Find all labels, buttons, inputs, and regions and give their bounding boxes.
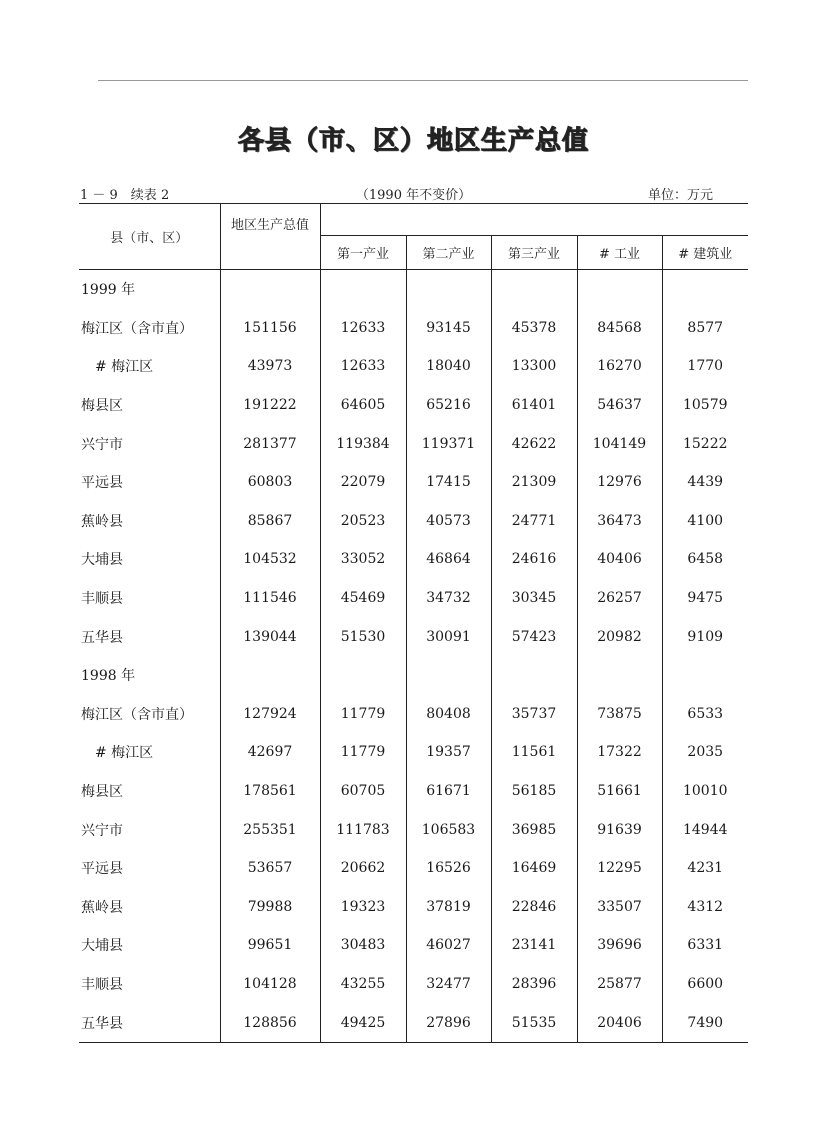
cell-p3: 57423 [491,617,577,656]
table-body [79,270,748,1043]
cell-p2: 19357 [406,733,491,772]
header-gdp: 地区生产总值 [220,204,320,270]
cell-p2: 40573 [406,502,491,541]
cell-con: 7490 [662,1003,748,1042]
cell-gdp: 53657 [220,849,320,888]
cell-gdp: 43973 [220,347,320,386]
cell-p2: 106583 [406,810,491,849]
region-name: 梅江区（含市直） [79,695,220,734]
cell-p3: 11561 [491,733,577,772]
cell-gdp: 128856 [220,1003,320,1042]
table-number: 1 － 9 续表 2 [80,188,170,203]
cell-p3: 36985 [491,810,577,849]
cell-p2: 34732 [406,579,491,618]
table-row [79,502,748,541]
region-name: 丰顺县 [79,965,220,1004]
cell-con: 4439 [687,474,724,491]
cell-p2: 65216 [406,386,491,425]
header-industry: # 工业 [577,236,662,270]
region-name: 平远县 [79,463,220,502]
empty-cell [320,270,406,309]
cell-gdp: 85867 [220,502,320,541]
header-region: 县（市、区） [79,204,220,270]
cell-p1: 11779 [320,733,406,772]
cell-ind: 91639 [577,810,662,849]
region-name: 蕉岭县 [79,502,220,541]
empty-cell [491,270,577,309]
cell-p1: 111783 [320,810,406,849]
cell-con: 2035 [687,744,724,761]
cell-p3: 51535 [491,1003,577,1042]
header-primary: 第一产业 [320,236,406,270]
region-name: 丰顺县 [79,579,220,618]
cell-con: 14944 [682,821,728,838]
cell-p2: 27896 [406,1003,491,1042]
cell-p3: 24771 [491,502,577,541]
cell-con: 6600 [687,975,724,992]
header-rule [98,80,748,81]
cell-p3: 56185 [491,772,577,811]
cell-ind: 36473 [577,502,662,541]
cell-ind: 25877 [577,965,662,1004]
cell-p2: 119371 [406,424,491,463]
region-name: # 梅江区 [79,733,220,772]
table-row [79,695,748,734]
cell-ind: 12295 [577,849,662,888]
cell-p1: 51530 [320,617,406,656]
cell-p3: 13300 [491,347,577,386]
cell-p1: 64605 [320,386,406,425]
empty-cell [662,656,748,695]
cell-gdp: 191222 [220,386,320,425]
cell-p1: 22079 [320,463,406,502]
region-name: 平远县 [79,849,220,888]
cell-gdp: 151156 [220,309,320,348]
cell-p2: 30091 [406,617,491,656]
region-name: 兴宁市 [79,810,220,849]
cell-p3: 30345 [491,579,577,618]
cell-ind: 40406 [577,540,662,579]
cell-con: 10010 [682,783,728,800]
cell-p1: 19323 [320,888,406,927]
region-name: 大埔县 [79,926,220,965]
table-row [79,309,748,348]
table-row [79,424,748,463]
cell-ind: 20406 [577,1003,662,1042]
cell-ind: 17322 [577,733,662,772]
cell-gdp: 104128 [220,965,320,1004]
cell-p2: 17415 [406,463,491,502]
cell-ind: 26257 [577,579,662,618]
cell-gdp: 99651 [220,926,320,965]
cell-p3: 16469 [491,849,577,888]
cell-p3: 23141 [491,926,577,965]
cell-p2: 32477 [406,965,491,1004]
empty-cell [577,656,662,695]
cell-p1: 119384 [320,424,406,463]
cell-p2: 93145 [406,309,491,348]
cell-gdp: 281377 [220,424,320,463]
cell-p1: 30483 [320,926,406,965]
cell-p3: 21309 [491,463,577,502]
cell-gdp: 60803 [220,463,320,502]
table-row [79,849,748,888]
cell-p2: 16526 [406,849,491,888]
table-row [79,888,748,927]
cell-p1: 45469 [320,579,406,618]
table-row [79,463,748,502]
empty-cell [220,656,320,695]
cell-gdp: 255351 [220,810,320,849]
empty-cell [220,270,320,309]
cell-ind: 39696 [577,926,662,965]
price-basis: （1990 年不变价） [355,188,472,203]
cell-con: 8577 [687,319,724,336]
cell-ind: 73875 [577,695,662,734]
cell-con: 9109 [687,628,724,645]
cell-con: 15222 [682,435,728,452]
cell-p3: 24616 [491,540,577,579]
cell-ind: 12976 [577,463,662,502]
year-row [79,270,748,309]
cell-p3: 22846 [491,888,577,927]
header-tertiary: 第三产业 [491,236,577,270]
table-row [79,617,748,656]
cell-p1: 49425 [320,1003,406,1042]
cell-con: 4100 [687,512,724,529]
cell-con: 4312 [687,898,724,915]
table-row [79,772,748,811]
cell-p1: 20662 [320,849,406,888]
cell-p2: 46864 [406,540,491,579]
table-row [79,540,748,579]
cell-p3: 28396 [491,965,577,1004]
unit-label: 单位：万元 [648,188,714,203]
cell-ind: 20982 [577,617,662,656]
cell-ind: 33507 [577,888,662,927]
cell-p1: 11779 [320,695,406,734]
region-name: 梅县区 [79,386,220,425]
cell-gdp: 42697 [220,733,320,772]
empty-cell [662,270,748,309]
table-row [79,386,748,425]
cell-ind: 104149 [577,424,662,463]
cell-p3: 35737 [491,695,577,734]
region-name: 梅县区 [79,772,220,811]
region-name: # 梅江区 [79,347,220,386]
cell-p3: 45378 [491,309,577,348]
empty-cell [406,270,491,309]
cell-gdp: 139044 [220,617,320,656]
region-name: 蕉岭县 [79,888,220,927]
cell-p1: 33052 [320,540,406,579]
empty-cell [406,656,491,695]
cell-p2: 80408 [406,695,491,734]
table-row [79,579,748,618]
gdp-table [79,203,748,1043]
cell-ind: 51661 [577,772,662,811]
table-row [79,347,748,386]
cell-p2: 37819 [406,888,491,927]
cell-p2: 46027 [406,926,491,965]
region-name: 大埔县 [79,540,220,579]
cell-con: 1770 [687,358,724,375]
cell-gdp: 178561 [220,772,320,811]
empty-cell [491,656,577,695]
cell-ind: 84568 [577,309,662,348]
table-row [79,926,748,965]
cell-ind: 54637 [577,386,662,425]
year-label: 1998 年 [79,656,220,695]
cell-p2: 61671 [406,772,491,811]
cell-gdp: 104532 [220,540,320,579]
table-row [79,1003,748,1042]
region-name: 五华县 [79,1003,220,1042]
empty-cell [577,270,662,309]
header-construction: # 建筑业 [662,236,748,270]
cell-con: 9475 [687,590,724,607]
cell-p3: 61401 [491,386,577,425]
region-name: 梅江区（含市直） [79,309,220,348]
cell-p1: 12633 [320,309,406,348]
cell-con: 4231 [687,860,724,877]
cell-p2: 18040 [406,347,491,386]
table-row [79,733,748,772]
cell-p3: 42622 [491,424,577,463]
cell-p1: 60705 [320,772,406,811]
cell-con: 6331 [687,937,724,954]
table-row [79,965,748,1004]
empty-cell [320,656,406,695]
cell-gdp: 127924 [220,695,320,734]
cell-p1: 12633 [320,347,406,386]
cell-p1: 43255 [320,965,406,1004]
year-label: 1999 年 [79,270,220,309]
page-title: 各县（市、区）地区生产总值 [237,126,589,156]
cell-p1: 20523 [320,502,406,541]
cell-gdp: 111546 [220,579,320,618]
cell-ind: 16270 [577,347,662,386]
year-row [79,656,748,695]
cell-gdp: 79988 [220,888,320,927]
header-secondary: 第二产业 [406,236,491,270]
cell-con: 6458 [687,551,724,568]
cell-con: 10579 [682,397,728,414]
table-row [79,810,748,849]
region-name: 兴宁市 [79,424,220,463]
cell-con: 6533 [687,705,724,722]
header-sector-group [320,204,748,236]
region-name: 五华县 [79,617,220,656]
